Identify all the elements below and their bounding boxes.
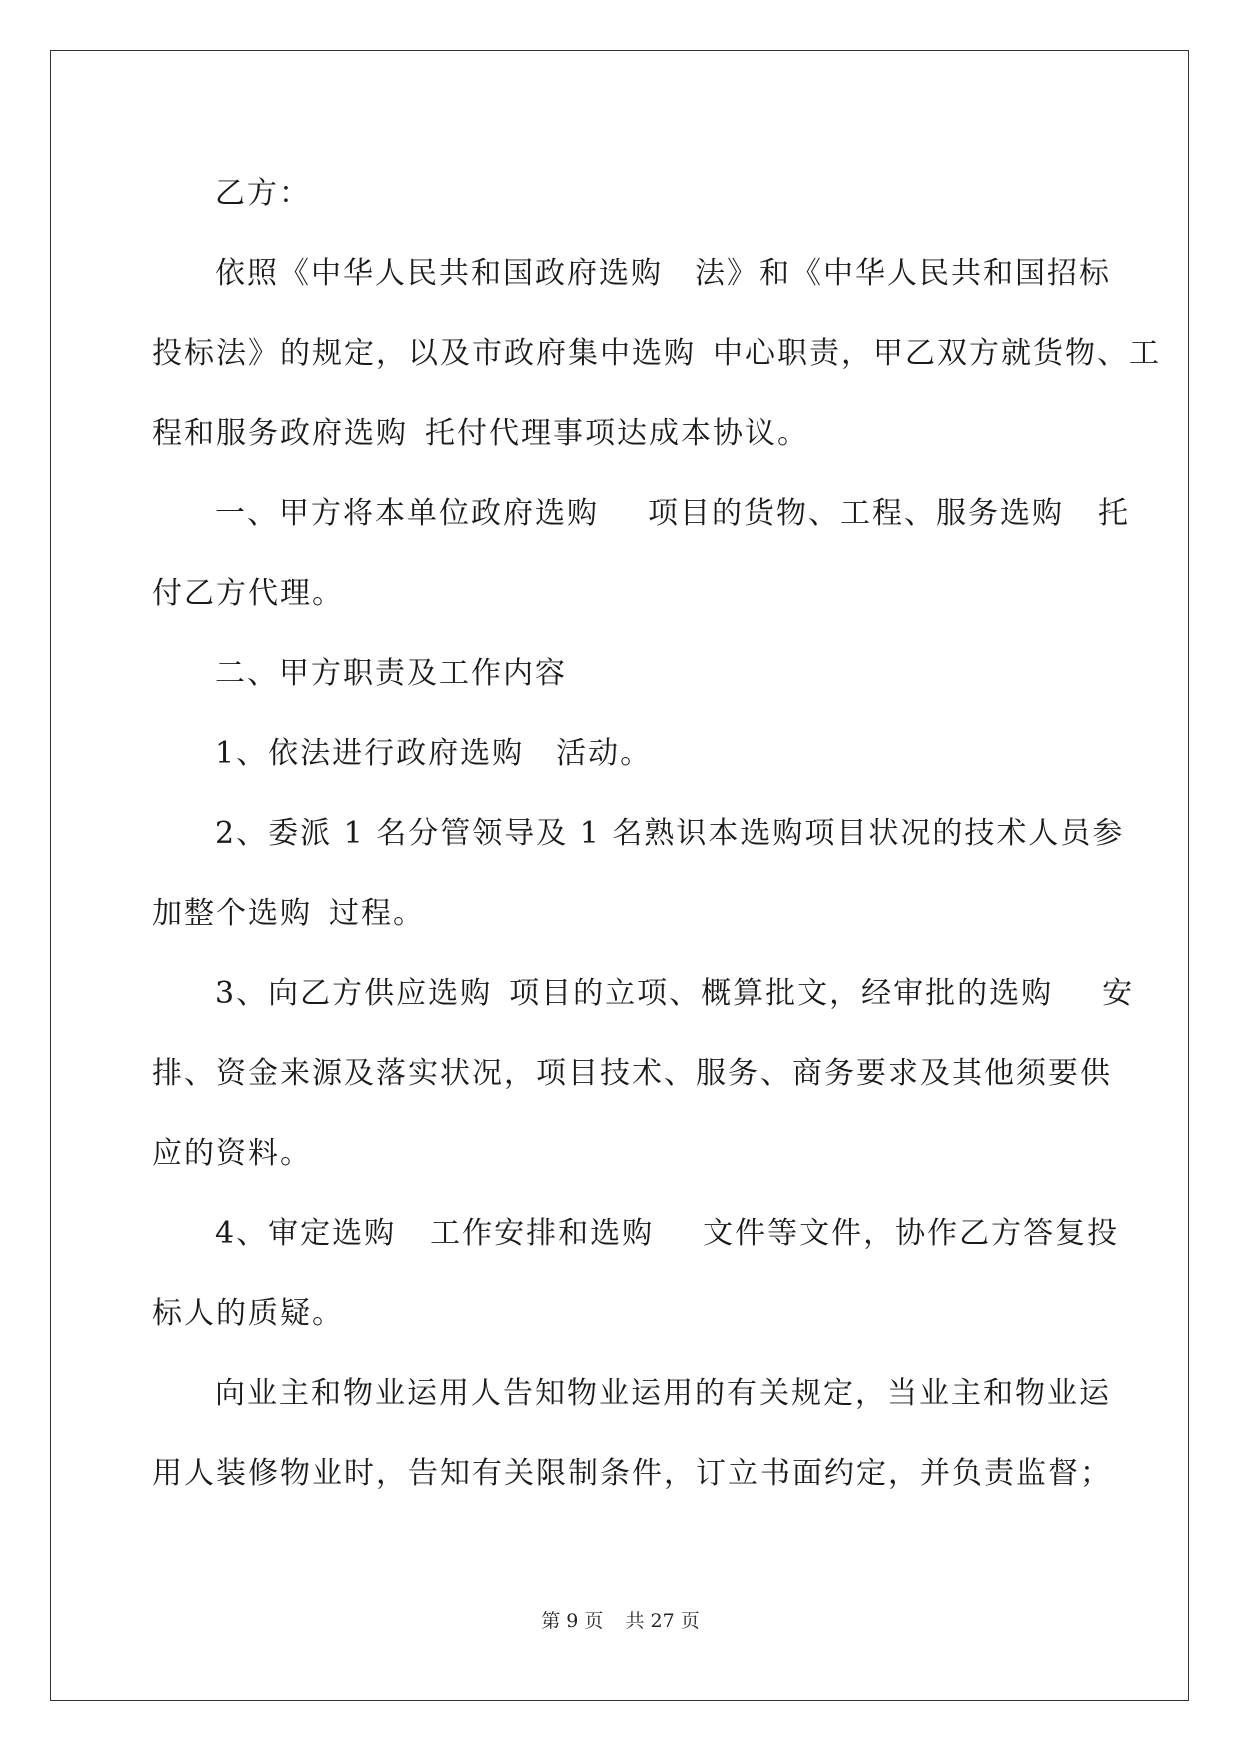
section-two-heading: 二、甲方职责及工作内容 — [215, 656, 567, 691]
item-3-line: 应的资料。 — [152, 1136, 312, 1171]
item-4-line: 标人的质疑。 — [152, 1296, 344, 1331]
item-1-line: 1、依法进行政府选购 活动。 — [215, 736, 653, 771]
paragraph-line: 向业主和物业运用人告知物业运用的有关规定，当业主和物业运 — [215, 1376, 1111, 1411]
item-2-line: 2、委派 1 名分管领导及 1 名熟识本选购项目状况的技术人员参 — [215, 816, 1125, 851]
item-4-line: 4、审定选购 工作安排和选购 文件等文件，协作乙方答复投 — [215, 1216, 1120, 1251]
item-3-line: 排、资金来源及落实状况，项目技术、服务、商务要求及其他须要供 — [152, 1056, 1112, 1091]
total-pages: 共 27 页 — [625, 1610, 700, 1632]
item-3-line: 3、向乙方供应选购 项目的立项、概算批文，经审批的选购 安 — [215, 976, 1135, 1011]
section-one-line: 一、甲方将本单位政府选购 项目的货物、工程、服务选购 托 — [215, 496, 1130, 531]
paragraph-line: 依照《中华人民共和国政府选购 法》和《中华人民共和国招标 — [215, 256, 1111, 291]
party-b-label: 乙方： — [215, 176, 311, 211]
section-one-line: 付乙方代理。 — [152, 576, 344, 611]
current-page-number: 第 9 页 — [541, 1610, 604, 1632]
paragraph-line: 用人装修物业时，告知有关限制条件，订立书面约定，并负责监督； — [152, 1456, 1112, 1491]
paragraph-line: 投标法》的规定，以及市政府集中选购 中心职责，甲乙双方就货物、工 — [152, 336, 1161, 371]
item-2-line: 加整个选购 过程。 — [152, 896, 425, 931]
page-footer — [0, 1606, 1241, 1633]
paragraph-line: 程和服务政府选购 托付代理事项达成本协议。 — [152, 416, 809, 451]
